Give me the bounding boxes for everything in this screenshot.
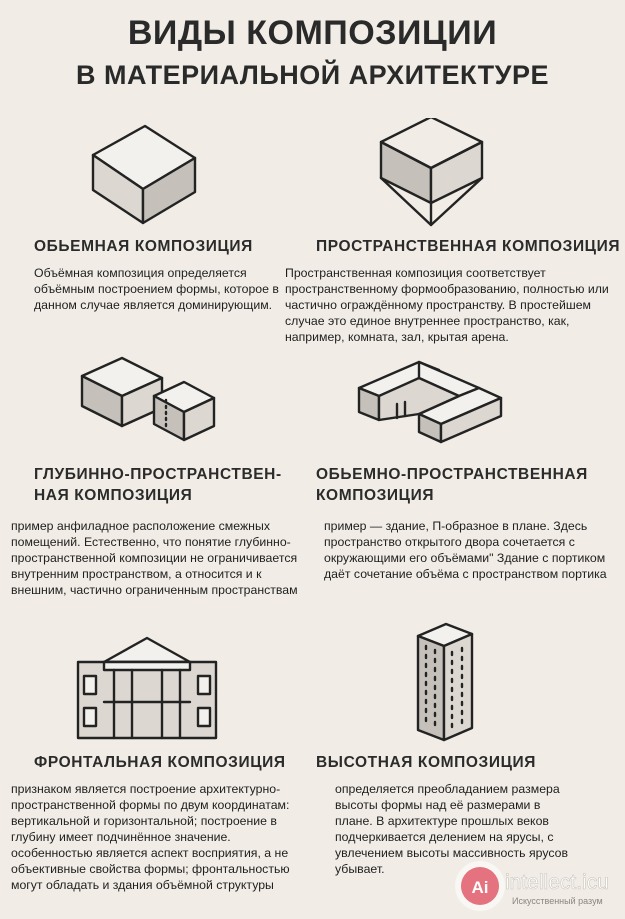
heading-deep-spatial-line-1: ГЛУБИННО-ПРОСТРАНСТВЕН- [34, 466, 282, 483]
portico-facade-icon [74, 632, 220, 740]
desc-deep-spatial: пример анфиладное расположение смежных помещений. Естественно, что понятие глубинно-пространственной композиции не ограничивается внутренним пространством, а относится и к внешним, частично ограниченным пространствам [11, 519, 298, 597]
heading-volumetric-spatial [316, 464, 616, 506]
heading-frontal: ФРОНТАЛЬНАЯ КОМПОЗИЦИЯ [34, 754, 286, 771]
u-shaped-building-icon [357, 356, 507, 444]
heading-spatial: ПРОСТРАНСТВЕННАЯ КОМПОЗИЦИЯ [316, 238, 621, 255]
desc-volumetric-spatial: пример — здание, П-образное в плане. Здесь пространство открытого двора сочетается с окружающими его объёмами" Здание с портиком даёт сочетание объёма с пространством портика [324, 519, 607, 581]
heading-deep-spatial [34, 464, 304, 506]
heading-high-rise: ВЫСОТНАЯ КОМПОЗИЦИЯ [316, 754, 537, 771]
heading-deep-spatial-line-2: НАЯ КОМПОЗИЦИЯ [34, 487, 193, 504]
watermark-logo-letters: Ai [471, 878, 489, 897]
enfilade-rooms-icon [78, 356, 218, 442]
heading-volumetric-spatial-line-1: ОБЬЕМНО-ПРОСТРАНСТВЕННАЯ [316, 466, 588, 483]
desc-spatial: Пространственная композиция соответствует пространственному формообразованию, полностью или частично ограждённому пространству. В простейшем случае это единое внутреннее пространство, как, например, комната, зал, крытая арена. [285, 266, 609, 344]
solid-box-icon [85, 112, 205, 228]
intellect-logo-icon [449, 856, 625, 914]
watermark-tagline: Искусственный разум [512, 896, 603, 906]
page-title-line-1: ВИДЫ КОМПОЗИЦИИ [127, 14, 498, 52]
page-title-line-2: В МАТЕРИАЛЬНОЙ АРХИТЕКТУРЕ [75, 60, 549, 90]
heading-volumetric-spatial-line-2: КОМПОЗИЦИЯ [316, 487, 435, 504]
desc-volumetric: Объёмная композиция определяется объёмным построением формы, которое в данном случае является доминирующим. [34, 266, 279, 312]
desc-frontal: признаком является построение архитектурно-пространственной формы по двум координатам: вертикальной и горизонтальной; построение в глубину имеет подчинённое значение. особенностью является аспект восприятия, а не объективные свойства формы; фронтальностью могут обладать и здания объёмной структуры [11, 782, 290, 892]
tower-icon [414, 620, 476, 744]
heading-volumetric: ОБЬЕМНАЯ КОМПОЗИЦИЯ [34, 238, 253, 255]
watermark[interactable] [449, 856, 625, 914]
watermark-site: intellect.icu [505, 871, 609, 894]
desc-high-rise: определяется преобладанием размера высоты формы над её размерами в плане. В архитектуре прошлых веков подчеркивается делением на ярусы, с увлечением высоты массивность ярусов убывает. [335, 782, 568, 876]
open-enclosure-icon [376, 118, 488, 230]
